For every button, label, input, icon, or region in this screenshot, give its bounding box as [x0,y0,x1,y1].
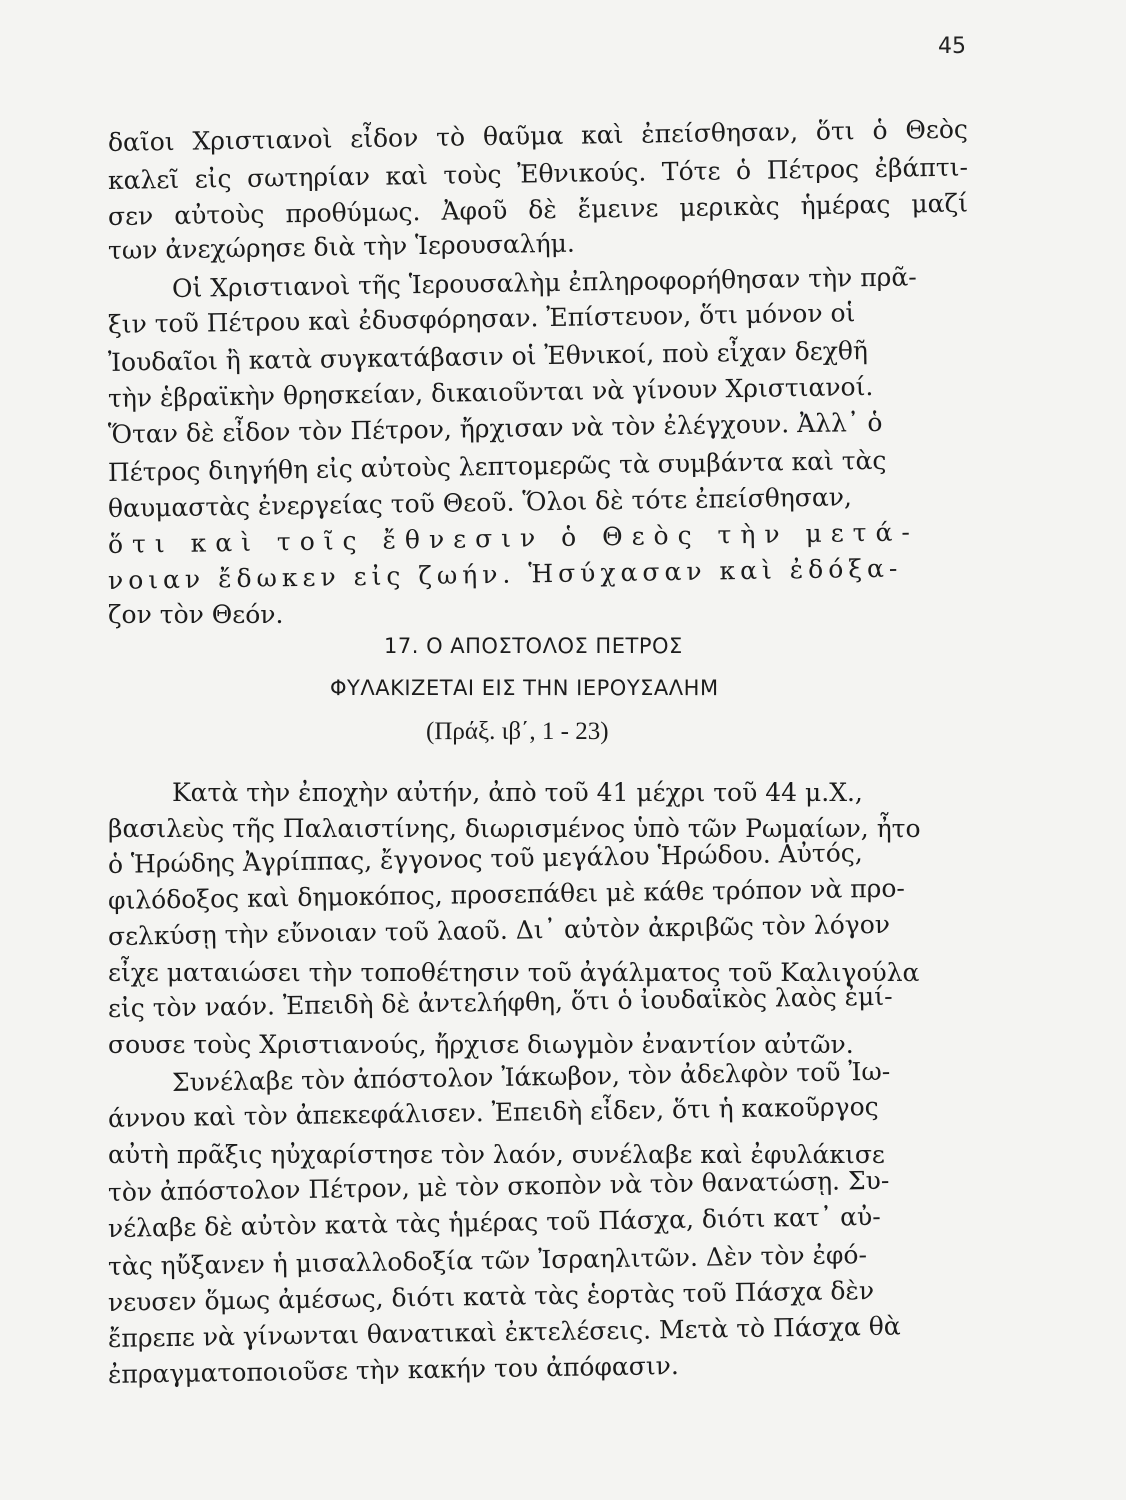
text-line: νευσεν ὅμως ἀμέσως, διότι κατὰ τὰς ἑορτὰς τοῦ Πάσχα δὲν [107,1275,875,1317]
text-line: σεν αὐτοὺς προθύμως. Ἀφοῦ δὲ ἔμεινε μερικὰς ἡμέρας μαζί [107,188,969,231]
text-line: τὴν ἑβραϊκὴν θρησκείαν, δικαιοῦνται νὰ γίνουν Χριστιανοί. [107,371,874,413]
text-line: δαῖοι Χριστιανοὶ εἶδον τὸ θαῦμα καὶ ἐπείσθησαν, ὅτι ὁ Θεὸς [107,114,969,157]
text-line: ἐπραγματοποιοῦσε τὴν κακήν του ἀπόφασιν. [107,1351,680,1389]
text-line: ὅτι καὶ τοῖς ἔθνεσιν ὁ Θεὸς τὴν μετά- [107,517,920,559]
text-line: νέλαβε δὲ αὐτὸν κατὰ τὰς ἡμέρας τοῦ Πάσχα, διότι κατ᾽ αὐ- [107,1201,881,1243]
section-title: 17. Ο ΑΠΟΣΤΟΛΟΣ ΠΕΤΡΟΣ [384,634,683,658]
text-line: τὰς ηὔξανεν ἡ μισαλλοδοξία τῶν Ἰσραηλιτῶν. Δὲν τὸν ἐφό- [107,1240,868,1281]
section-subtitle: ΦΥΛΑΚΙΖΕΤΑΙ ΕΙΣ ΤΗΝ ΙΕΡΟΥΣΑΛΗΜ [330,676,719,700]
text-line: των ἀνεχώρησε διὰ τὴν Ἱερουσαλήμ. [107,228,576,265]
text-line: καλεῖ εἰς σωτηρίαν καὶ τοὺς Ἐθνικούς. Τότε ὁ Πέτρος ἐβάπτι- [107,152,969,195]
text-line: ζον τὸν Θεόν. [108,600,284,629]
text-line: ὁ Ἡρώδης Ἀγρίππας, ἔγγονος τοῦ μεγάλου Ἡρώδου. Αὐτός, [107,838,863,879]
text-line: τὸν ἀπόστολον Πέτρον, μὲ τὸν σκοπὸν νὰ τὸν θανατώσῃ. Συ- [107,1165,890,1207]
text-line: ἔπρεπε νὰ γίνωνται θανατικαὶ ἐκτελέσεις. Μετὰ τὸ Πάσχα θὰ [107,1311,901,1353]
text-line: ξιν τοῦ Πέτρου καὶ ἐδυσφόρησαν. Ἐπίστευον, ὅτι μόνον οἱ [107,298,856,339]
text-line: Πέτρος διηγήθη εἰς αὐτοὺς λεπτομερῶς τὰ συμβάντα καὶ τὰς [107,445,887,487]
text-line: Ὅταν δὲ εἶδον τὸν Πέτρον, ἤρχισαν νὰ τὸν ἐλέγχουν. Ἀλλ᾽ ὁ [107,407,883,449]
text-line: άννου καὶ τὸν ἀπεκεφάλισεν. Ἐπειδὴ εἶδεν, ὅτι ἡ κακοῦργος [107,1091,879,1133]
page-number: 45 [938,34,966,59]
text-line: βασιλεὺς τῆς Παλαιστίνης, διωρισμένος ὑπὸ τῶν Ρωμαίων, ἦτο [108,814,921,843]
text-line: σελκύσῃ τὴν εὔνοιαν τοῦ λαοῦ. Δι᾽ αὐτὸν ἀκριβῶς τὸν λόγον [107,909,891,951]
text-line: Συνέλαβε τὸν ἀπόστολον Ἰάκωβον, τὸν ἀδελφὸν τοῦ Ἰω- [171,1056,891,1097]
scripture-reference: (Πράξ. ιβ΄, 1 - 23) [426,718,609,745]
text-line: αὐτὴ πρᾶξις ηὐχαρίστησε τὸν λαόν, συνέλαβε καὶ ἐφυλάκισε [108,1140,885,1169]
text-line: εἰς τὸν ναόν. Ἐπειδὴ δὲ ἀντελήφθη, ὅτι ὁ ἰουδαϊκὸς λαὸς ἐμί- [107,981,893,1023]
text-line: Ἰουδαῖοι ἢ κατὰ συγκατάβασιν οἱ Ἐθνικοί, ποὺ εἶχαν δεχθῆ [107,336,869,377]
text-line: Οἱ Χριστιανοὶ τῆς Ἱερουσαλὴμ ἐπληροφορήθησαν τὴν πρᾶ- [171,262,917,303]
text-line: θαυμαστὰς ἐνεργείας τοῦ Θεοῦ. Ὅλοι δὲ τότε ἐπείσθησαν, [107,482,853,523]
text-line: φιλόδοξος καὶ δημοκόπος, προσεπάθει μὲ κάθε τρόπον νὰ προ- [107,873,906,915]
text-line: εἶχε ματαιώσει τὴν τοποθέτησιν τοῦ ἀγάλματος τοῦ Καλιγούλα [108,958,920,987]
text-line: νοιαν ἔδωκεν εἰς ζωήν. Ἡσύχασαν καὶ ἐδόξα- [107,553,903,595]
text-line: Κατὰ τὴν ἐποχὴν αὐτήν, ἀπὸ τοῦ 41 μέχρι τοῦ 44 μ.Χ., [172,778,863,807]
text-line: σουσε τοὺς Χριστιανούς, ἤρχισε διωγμὸν ἐναντίον αὐτῶν. [108,1030,854,1059]
